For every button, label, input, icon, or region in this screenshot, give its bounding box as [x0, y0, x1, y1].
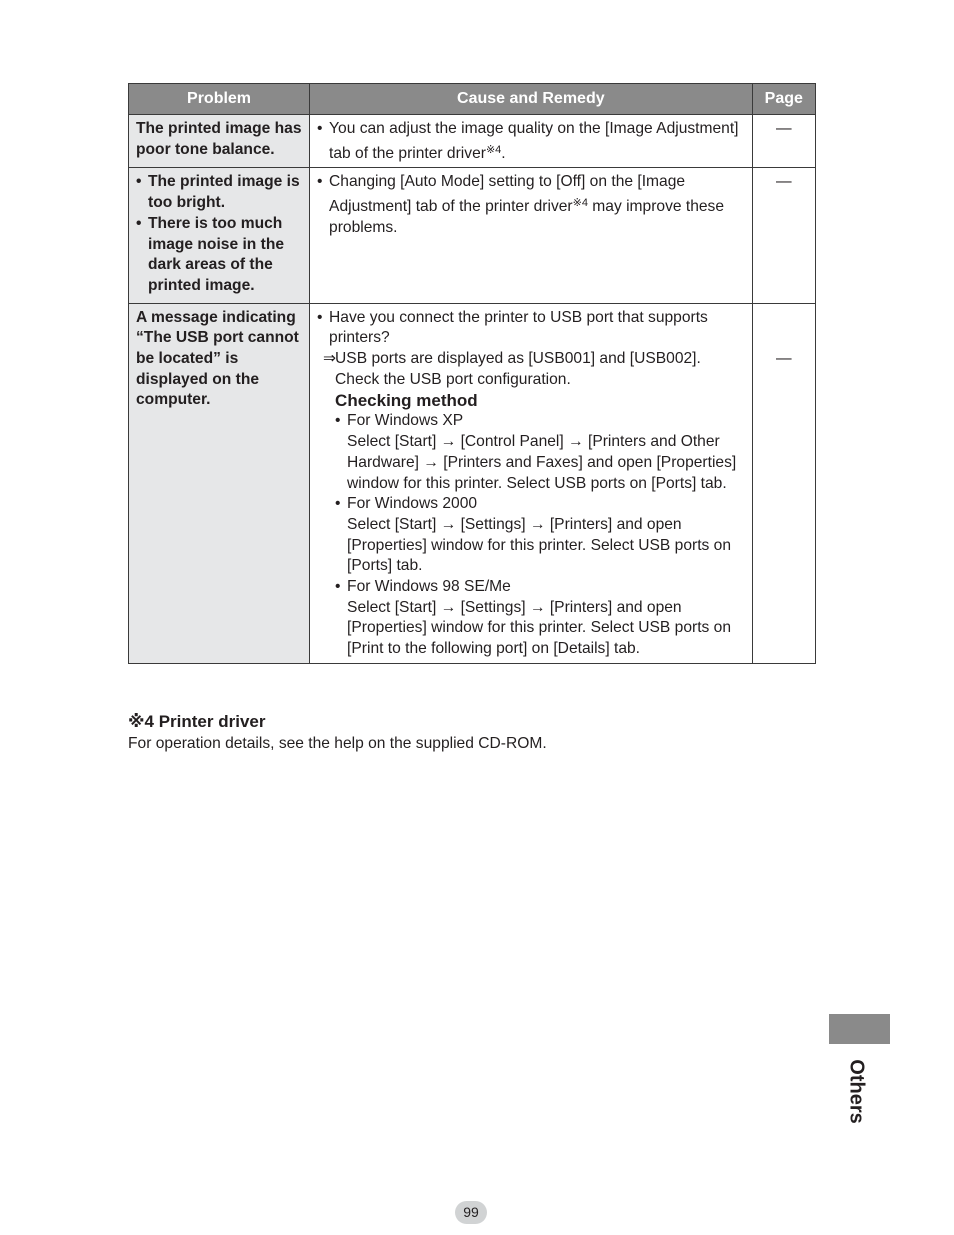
problem-cell	[129, 168, 310, 303]
problem-cell: A message indicating “The USB port cannot be located” is displayed on the computer.	[129, 303, 310, 663]
side-tab	[829, 1014, 890, 1044]
table-row	[129, 303, 816, 663]
method-os: For Windows 2000	[347, 495, 478, 513]
header-cause-remedy: Cause and Remedy	[310, 84, 753, 115]
problem-item: The printed image is too bright.	[148, 173, 300, 212]
problem-item: There is too much image noise in the dark areas of the printed image.	[148, 214, 285, 294]
remedy-answer: USB ports are displayed as [USB001] and [USB002].	[335, 350, 701, 368]
footnote-text: For operation details, see the help on the supplied CD-ROM.	[128, 735, 547, 752]
remedy-cell	[310, 303, 753, 663]
bullet: •	[335, 412, 341, 430]
method-os: For Windows XP	[347, 412, 464, 430]
bullet: •	[317, 173, 323, 191]
bullet: •	[335, 578, 341, 596]
problem-cell: The printed image has poor tone balance.	[129, 115, 310, 168]
remedy-cell	[310, 115, 753, 168]
arrow-icon: ⇒	[323, 350, 337, 368]
footnote-title: ※4 Printer driver	[128, 712, 266, 731]
method-steps: Select [Start] → [Settings] → [Printers] and open [Properties] window for this printer. Select USB ports on [Ports] tab.	[347, 515, 731, 575]
bullet: •	[136, 173, 142, 191]
footnote-ref: ※4	[485, 143, 502, 156]
bullet: •	[317, 120, 323, 137]
remedy-tail: may improve these problems.	[329, 198, 725, 236]
troubleshooting-table	[128, 83, 816, 664]
footnote-ref: ※4	[572, 197, 588, 210]
bullet: •	[136, 214, 142, 232]
header-problem: Problem	[129, 84, 310, 115]
page-cell: —	[752, 168, 815, 303]
remedy-answer-2: Check the USB port configuration.	[335, 370, 571, 388]
remedy-text: You can adjust the image quality on the [Image Adjustment] tab of the printer driver	[329, 120, 739, 162]
method-steps: Select [Start] → [Settings] → [Printers] and open [Properties] window for this printer. Select USB ports on [Print to the following port] on [Details] tab.	[347, 598, 731, 658]
remedy-text: Changing [Auto Mode] setting to [Off] on the [Image Adjustment] tab of the printer driver	[329, 173, 686, 216]
method-steps: Select [Start] → [Control Panel] → [Printers and Other Hardware] → [Printers and Faxes] and open [Properties] window for this printer. Select USB ports on [Ports] tab.	[347, 433, 737, 492]
remedy-question: Have you connect the printer to USB port that supports printers?	[329, 308, 708, 347]
bullet: •	[317, 308, 323, 326]
remedy-cell	[310, 168, 753, 303]
remedy-tail: .	[501, 144, 506, 162]
page-number: 99	[455, 1201, 487, 1224]
table-row	[129, 115, 816, 168]
bullet: •	[335, 495, 341, 513]
table-header-row	[129, 84, 816, 115]
page-cell: —	[752, 303, 815, 663]
side-tab-label: Others	[845, 1059, 868, 1124]
page-cell: —	[752, 115, 815, 168]
checking-method-title: Checking method	[335, 391, 478, 411]
header-page: Page	[752, 84, 815, 115]
table-row	[129, 168, 816, 303]
method-os: For Windows 98 SE/Me	[347, 578, 511, 596]
